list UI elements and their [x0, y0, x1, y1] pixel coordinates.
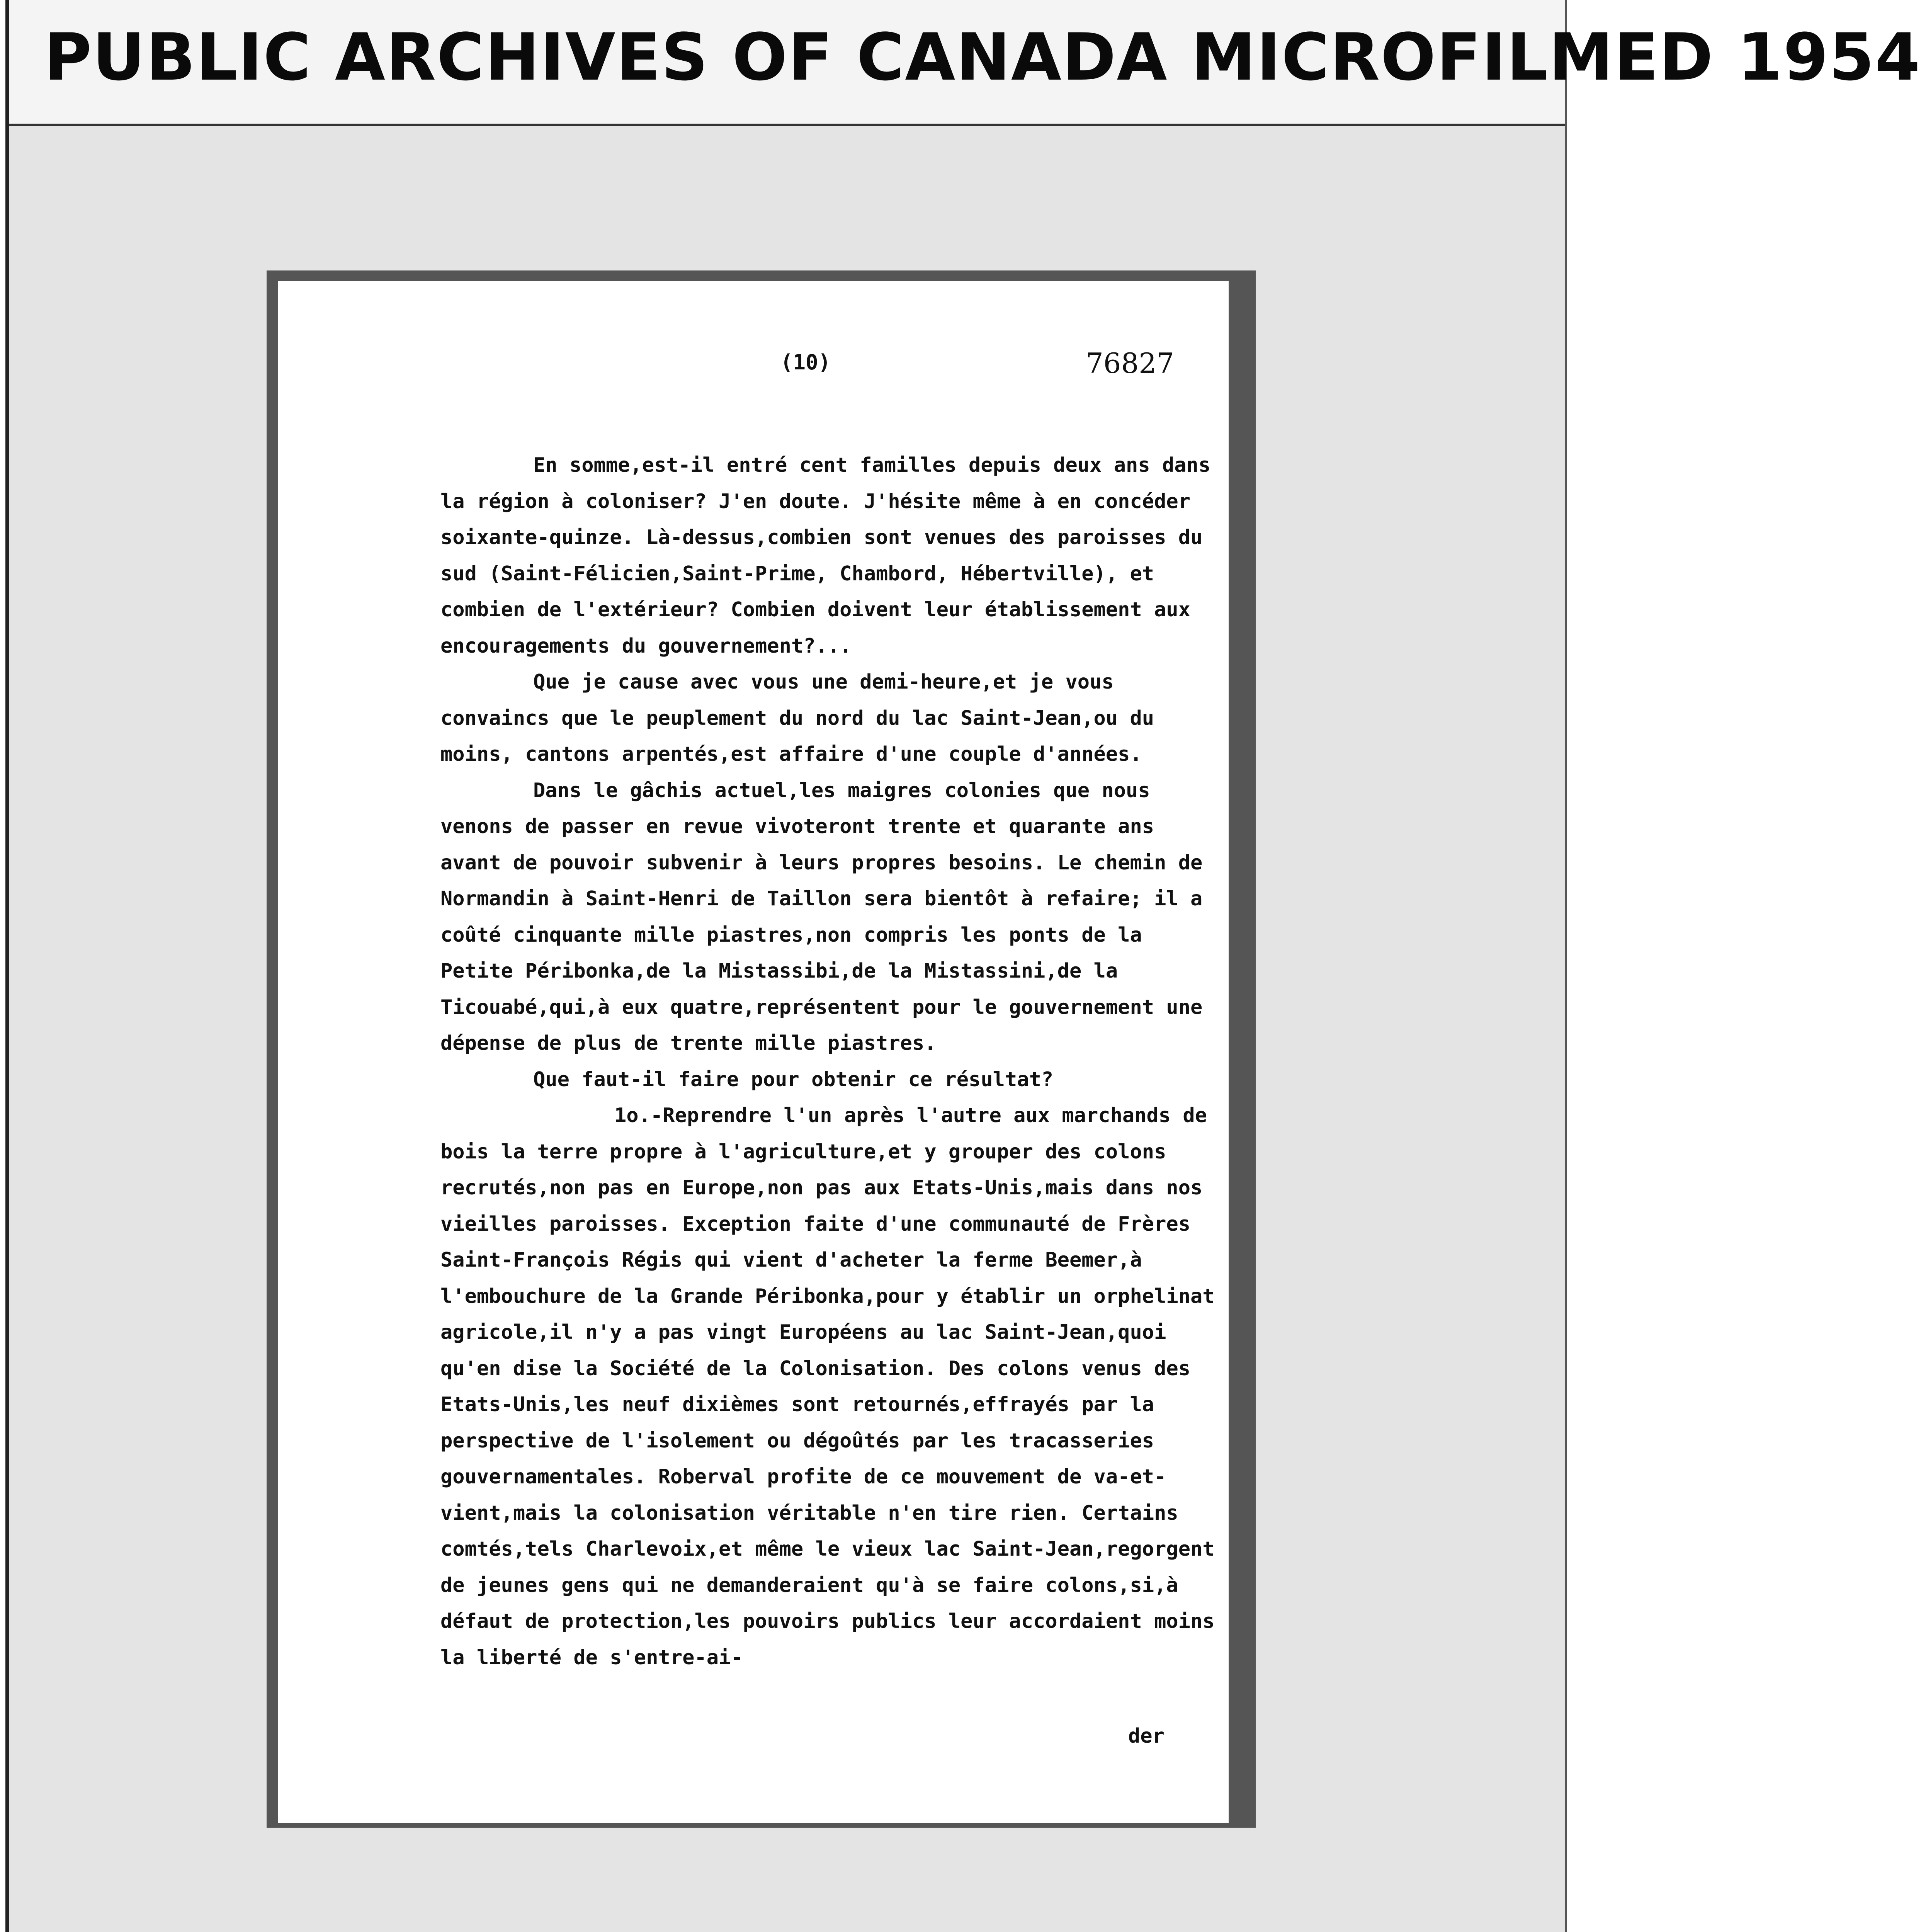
page-body — [440, 447, 1225, 1676]
typed-page — [278, 281, 1229, 1823]
page-number: (10) — [780, 350, 831, 374]
paragraph: En somme,est-il entré cent familles depuis deux ans dans la région à coloniser? J'en doute. J'hésite même à en concéder soixante-quinze. Là-dessus,combien sont venues des paroisses du sud (Saint-Félicien,Saint-Prime, Chambord, Hébertville), et combien de l'extérieur? Combien doivent leur établissement aux encouragements du gouvernement?... — [440, 454, 1211, 658]
banner-title: PUBLIC ARCHIVES OF CANADA MICROFILMED 1954 — [44, 19, 1921, 95]
archive-banner — [9, 0, 1921, 126]
paragraph: 1o.-Reprendre l'un après l'autre aux marchands de bois la terre propre à l'agriculture,et y grouper des colons recrutés,non pas en Europe,non pas aux Etats-Unis,mais dans nos vieilles paroisses. Exception faite d'une communauté de Frères Saint-François Régis qui vient d'acheter la ferme Beemer,à l'embouchure de la Grande Péribonka,pour y établir un orphelinat agricole,il n'y a pas vingt Européens au lac Saint-Jean,quoi qu'en dise la Société de la Colonisation. Des colons venus des Etats-Unis,les neuf dixièmes sont retournés,effrayés par la perspective de l'isolement ou dégoûtés par les tracasseries gouvernamentales. Roberval profite de ce mouvement de va-et-vient,mais la colonisation véritable n'en tire rien. Certains comtés,tels Charlevoix,et même le vieux lac Saint-Jean,regorgent de jeunes gens qui ne demanderaient qu'à se faire colons,si,à défaut de protection,les pouvoirs publics leur accordaient moins la liberté de s'entre-ai- — [440, 1104, 1215, 1669]
paragraph: Que je cause avec vous une demi-heure,et je vous convaincs que le peuplement du nord du lac Saint-Jean,ou du moins, cantons arpentés,est affaire d'une couple d'années. — [440, 670, 1154, 766]
paragraph: Dans le gâchis actuel,les maigres colonies que nous venons de passer en revue vivoteront trente et quarante ans avant de pouvoir subvenir à leurs propres besoins. Le chemin de Normandin à Saint-Henri de Taillon sera bientôt à refaire; il a coûté cinquante mille piastres,non compris les ponts de la Petite Péribonka,de la Mistassibi,de la Mistassini,de la Ticouabé,qui,à eux quatre,représentent pour le gouvernement une dépense de plus de trente mille piastres. — [440, 779, 1203, 1055]
continuation-text: der — [1128, 1725, 1164, 1748]
paragraph: Que faut-il faire pour obtenir ce résultat? — [533, 1068, 1054, 1091]
document-number: 76827 — [1086, 347, 1175, 379]
